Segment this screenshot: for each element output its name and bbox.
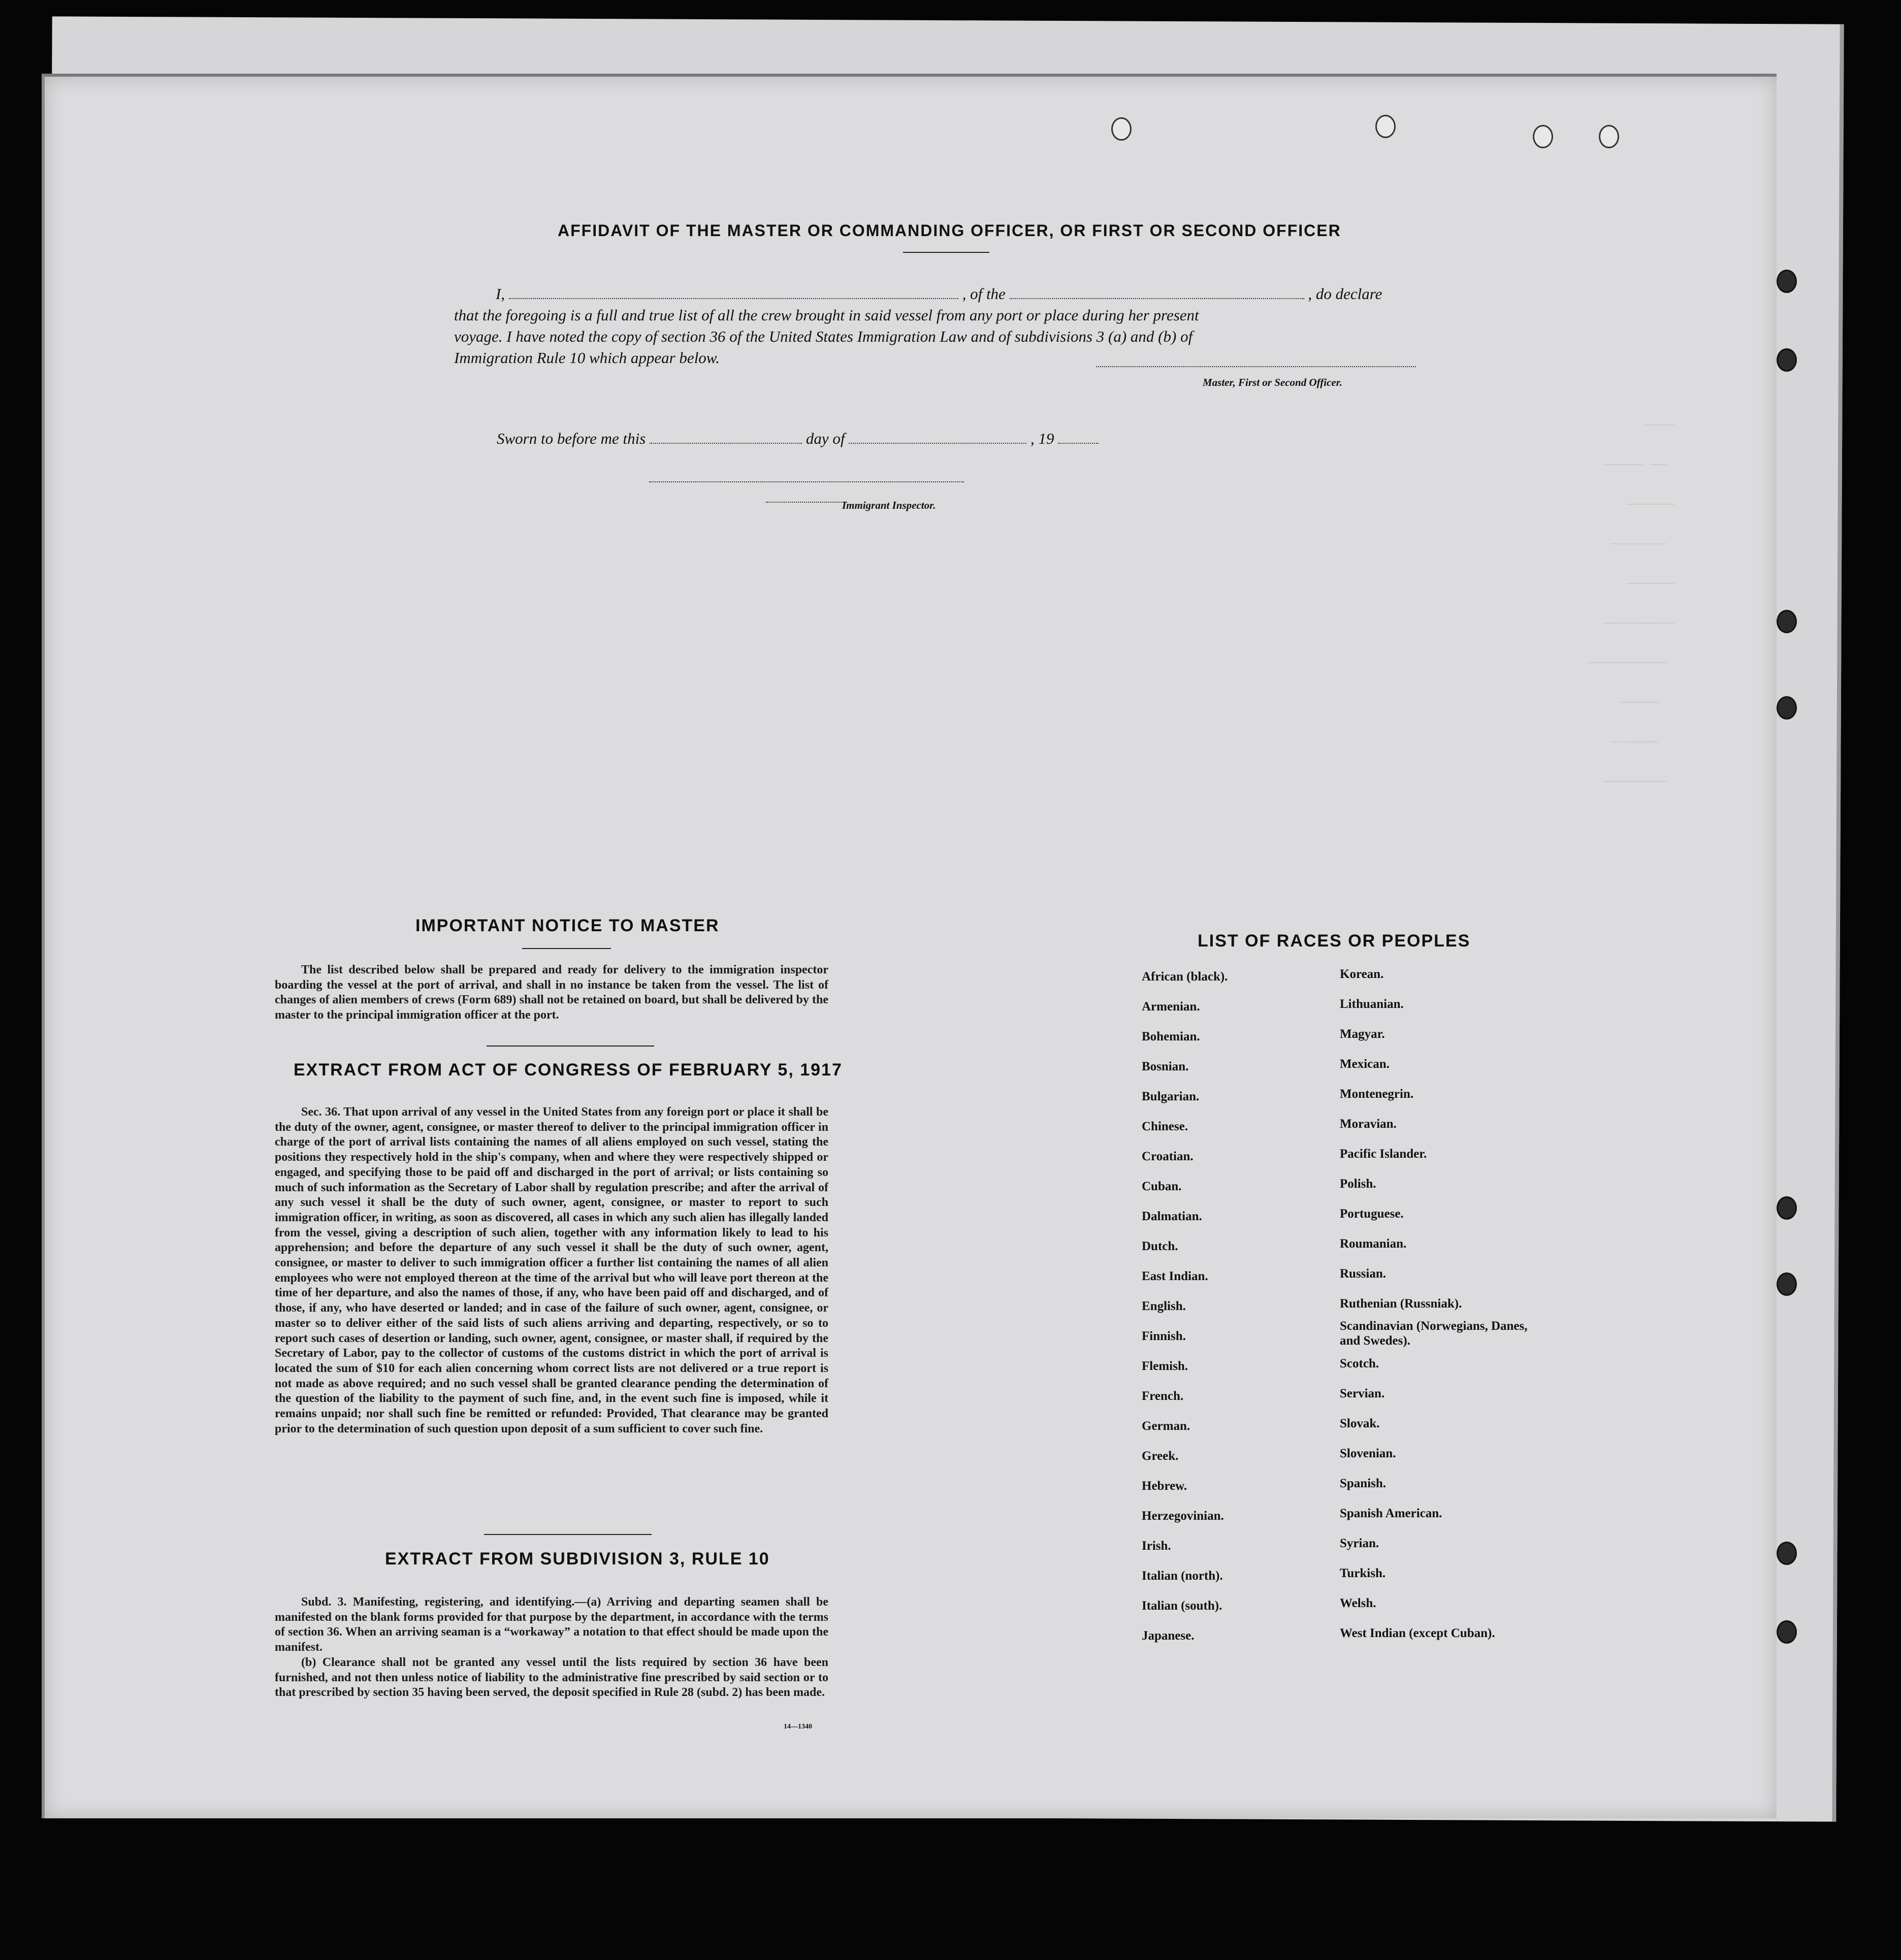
- race-item: Dutch.: [1142, 1239, 1178, 1253]
- punch-hole: [1777, 1272, 1797, 1296]
- affidavit-line-1: [496, 285, 1467, 303]
- section-36-paragraph: Sec. 36. That upon arrival of any vessel in the United States from any foreign port or place it shall be the duty of the owner, agent, consignee, or master thereof to deliver to the principal immigration officer in charge of the port of arrival lists containing the names of all aliens employed on such vessel, stating the positions they respectively hold in the ship's company, when and where they were respectively shipped or engaged, and specifying those to be paid off and discharged in the port of arrival; or lists containing so much of such information as the Secretary of Labor shall by regulation prescribe; and after the arrival of any such vessel it shall be the duty of such owner, agent, consignee, or master to report to such immigration officer, in writing, as soon as discovered, all cases in which any such alien has illegally landed from the vessel, giving a description of such alien, together with any information likely to lead to his apprehension; and before the departure of any such vessel it shall be the duty of such owner, agent, consignee, or master to deliver to such immigration officer a further list containing the names of all alien employees who were not employed thereon at the time of the arrival but who will leave port thereon at the time of her departure, and also the names of those, if any, who have been paid off and discharged, and of those, if any, who have deserted or landed; and in case of the failure of such owner, agent, consignee, or master so to deliver either of the said lists of such aliens arriving and departing, respectively, or so to report such cases of desertion or landing, such owner, agent, consignee, or master shall, if required by the Secretary of Labor, pay to the collector of customs of the customs district in which the port of arrival is located the sum of $10 for each alien concerning whom correct lists are not delivered or a true report is not made as above required; and no such vessel shall be granted clearance pending the determination of the question of the liability to the payment of such fine, and, in the event such fine is imposed, while it remains unpaid; nor shall such fine be remitted or refunded: Provided, That clearance may be granted prior to the determination of such question upon deposit of a sum sufficient to cover such fine.: [275, 1105, 828, 1435]
- extract-act-title: EXTRACT FROM ACT OF CONGRESS OF FEBRUARY 5, 1917: [294, 1060, 843, 1080]
- race-item: Pacific Islander.: [1340, 1147, 1427, 1161]
- punch-hole: [1777, 348, 1797, 372]
- race-item: Roumanian.: [1340, 1237, 1407, 1251]
- race-item: East Indian.: [1142, 1269, 1208, 1283]
- race-item: Syrian.: [1340, 1537, 1379, 1550]
- race-item: Slovak.: [1340, 1417, 1380, 1430]
- sworn-month-field[interactable]: [849, 432, 1026, 444]
- race-item: Herzegovinian.: [1142, 1509, 1224, 1523]
- race-item: French.: [1142, 1389, 1184, 1403]
- notice-rule: [522, 948, 611, 949]
- punch-hole: [1777, 696, 1797, 720]
- sworn-day-label: day of: [805, 430, 845, 447]
- race-item: Greek.: [1142, 1449, 1179, 1463]
- race-item: Japanese.: [1142, 1629, 1195, 1643]
- punch-hole: [1777, 1620, 1797, 1644]
- race-item: Irish.: [1142, 1539, 1171, 1553]
- line1-of-the: , of the: [962, 285, 1006, 303]
- race-item: Spanish.: [1340, 1477, 1387, 1490]
- extract-rule-text: [275, 1595, 828, 1701]
- affidavit-line-3: voyage. I have noted the copy of section 36 of the United States Immigration Law and of subdivisions 3 (a) and (b) of: [454, 328, 1193, 345]
- race-item: West Indian (except Cuban).: [1340, 1626, 1495, 1640]
- race-item: Turkish.: [1340, 1566, 1386, 1580]
- race-item: Slovenian.: [1340, 1447, 1396, 1460]
- race-item: Chinese.: [1142, 1120, 1188, 1133]
- race-item: Finnish.: [1142, 1329, 1186, 1343]
- races-right-column: [1340, 959, 1528, 1648]
- sworn-year-label: , 19: [1030, 430, 1054, 447]
- affidavit-line-4: Immigration Rule 10 which appear below.: [454, 349, 720, 367]
- affidavit-line-2: that the foregoing is a full and true list of all the crew brought in said vessel from any port or place during her present: [454, 306, 1199, 324]
- race-item: Flemish.: [1142, 1359, 1188, 1373]
- race-item: Dalmatian.: [1142, 1210, 1202, 1223]
- race-item: Italian (north).: [1142, 1569, 1223, 1583]
- race-item: Bosnian.: [1142, 1060, 1189, 1073]
- sworn-year-field[interactable]: [1058, 432, 1099, 444]
- signature-field[interactable]: [1096, 355, 1416, 367]
- race-item: African (black).: [1142, 970, 1228, 984]
- sworn-line: [497, 430, 1099, 448]
- race-item: Scandinavian (Norwegians, Danes, and Swedes).: [1340, 1319, 1528, 1348]
- master-name-field[interactable]: [509, 287, 958, 299]
- race-item: Croatian.: [1142, 1150, 1194, 1163]
- races-left-column: [1142, 962, 1228, 1651]
- race-item: Italian (south).: [1142, 1599, 1222, 1613]
- race-item: Mexican.: [1340, 1057, 1390, 1071]
- races-title: LIST OF RACES OR PEOPLES: [1198, 931, 1471, 951]
- race-item: Portuguese.: [1340, 1207, 1404, 1221]
- race-item: Polish.: [1340, 1177, 1376, 1191]
- race-item: Montenegrin.: [1340, 1087, 1414, 1101]
- inspector-label: Immigrant Inspector.: [842, 499, 936, 511]
- bleed-through-text: ──── ───── ── ────── ─────── ────── ───────── ────────── ───── ────── ────────: [1587, 418, 1674, 790]
- form-sheet: [42, 74, 1777, 1818]
- punch-hole: [1777, 1196, 1797, 1220]
- race-item: Servian.: [1340, 1387, 1385, 1400]
- notice-title: IMPORTANT NOTICE TO MASTER: [415, 916, 720, 935]
- race-item: Lithuanian.: [1340, 997, 1404, 1011]
- form-number: 14—1340: [784, 1723, 812, 1730]
- race-item: English.: [1142, 1299, 1186, 1313]
- race-item: Magyar.: [1340, 1027, 1385, 1041]
- race-item: Spanish American.: [1340, 1507, 1442, 1520]
- race-item: Korean.: [1340, 967, 1384, 981]
- race-item: Welsh.: [1340, 1596, 1376, 1610]
- race-item: Cuban.: [1142, 1180, 1182, 1193]
- punch-hole: [1375, 115, 1396, 138]
- inspector-signature-field[interactable]: [649, 470, 964, 482]
- extract-act-text: [275, 1105, 828, 1436]
- line1-declare: , do declare: [1308, 285, 1382, 303]
- inspector-signature-line[interactable]: [766, 491, 847, 503]
- punch-hole: [1599, 125, 1619, 148]
- notice-text: [275, 963, 828, 1023]
- notice-paragraph: The list described below shall be prepared and ready for delivery to the immigration inspector boarding the vessel at the port of arrival, and shall in no instance be taken from the vessel. The list of changes of alien members of crews (Form 689) shall not be retained on board, but shall be delivered by the master to the principal immigration officer at the port.: [275, 963, 828, 1022]
- race-item: Armenian.: [1142, 1000, 1200, 1014]
- subdivision-b-paragraph: (b) Clearance shall not be granted any vessel until the lists required by section 36 have been furnished, and not then unless notice of liability to the administrative fine prescribed by said section or to that prescribed by section 35 having been served, the deposit specified in Rule 28 (subd. 2) has been made.: [275, 1655, 828, 1700]
- punch-hole: [1533, 125, 1553, 148]
- sworn-prefix: Sworn to before me this: [497, 430, 646, 447]
- punch-hole: [1777, 1542, 1797, 1565]
- race-item: Bulgarian.: [1142, 1090, 1200, 1103]
- extract-rule-title: EXTRACT FROM SUBDIVISION 3, RULE 10: [385, 1549, 770, 1569]
- title-rule: [903, 252, 989, 253]
- vessel-name-field[interactable]: [1010, 287, 1304, 299]
- punch-hole: [1777, 270, 1797, 293]
- notice-end-rule: [487, 1046, 654, 1047]
- race-item: Ruthenian (Russniak).: [1340, 1297, 1462, 1311]
- race-item: Russian.: [1340, 1267, 1387, 1281]
- subdivision-a-paragraph: Subd. 3. Manifesting, registering, and identifying.—(a) Arriving and departing seamen shall be manifested on the blank forms provided for that purpose by the department, in accordance with the terms of section 36. When an arriving seaman is a “workaway” a notation to that effect should be made upon the manifest.: [275, 1595, 828, 1654]
- extract-act-end-rule: [484, 1534, 652, 1535]
- punch-hole: [1111, 117, 1132, 141]
- race-item: German.: [1142, 1419, 1190, 1433]
- race-item: Scotch.: [1340, 1357, 1379, 1370]
- race-item: Moravian.: [1340, 1117, 1397, 1131]
- line1-i: I,: [496, 285, 505, 303]
- punch-hole: [1777, 610, 1797, 633]
- signature-label: Master, First or Second Officer.: [1203, 376, 1342, 388]
- affidavit-title: AFFIDAVIT OF THE MASTER OR COMMANDING OFFICER, OR FIRST OR SECOND OFFICER: [558, 221, 1341, 240]
- race-item: Hebrew.: [1142, 1479, 1187, 1493]
- sworn-day-field[interactable]: [650, 432, 802, 444]
- race-item: Bohemian.: [1142, 1030, 1200, 1043]
